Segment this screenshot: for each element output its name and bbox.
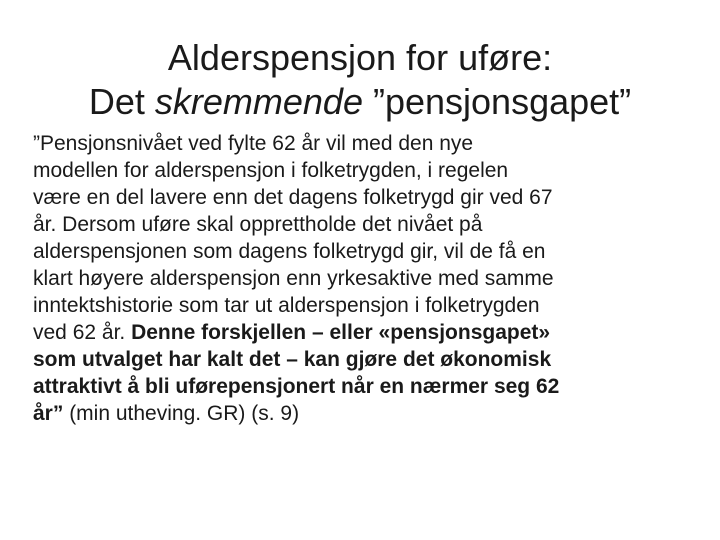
title-line-2-suffix: ”pensjonsgapet”: [362, 81, 632, 123]
quote-citation: (min utheving. GR) (s. 9): [63, 402, 300, 425]
title-line-2: [0, 80, 720, 124]
quote-emphasis: Denne forskjellen – eller «pensjonsgapet»: [131, 321, 551, 344]
quote-paragraph: [33, 130, 688, 427]
quote-line: år. Dersom uføre skal opprettholde det nivået på: [33, 213, 483, 236]
quote-line: klart høyere alderspensjon enn yrkesaktive med samme: [33, 267, 554, 290]
quote-line: [33, 400, 688, 427]
quote-line: være en del lavere enn det dagens folketrygd gir ved 67: [33, 186, 553, 209]
quote-line: inntektshistorie som tar ut alderspensjon i folketrygden: [33, 294, 540, 317]
quote-emphasis: attraktivt å bli uførepensjonert når en nærmer seg 62: [33, 375, 560, 398]
quote-emphasis: år”: [33, 402, 64, 425]
title-emphasis: skremmende: [154, 81, 363, 123]
title-line-1: Alderspensjon for uføre:: [167, 37, 553, 79]
title-line-2-prefix: Det: [88, 81, 155, 123]
quote-emphasis: som utvalget har kalt det – kan gjøre det økonomisk: [33, 348, 552, 371]
quote-text: ved 62 år.: [33, 321, 132, 344]
quote-line: alderspensjonen som dagens folketrygd gir, vil de få en: [33, 240, 546, 263]
quote-line: [33, 373, 688, 400]
quote-line: [33, 346, 688, 373]
quote-line: ”Pensjonsnivået ved fylte 62 år vil med den nye: [33, 132, 474, 155]
quote-line: modellen for alderspensjon i folketrygden, i regelen: [33, 159, 509, 182]
quote-line: [33, 319, 688, 346]
slide-title: [0, 36, 720, 124]
